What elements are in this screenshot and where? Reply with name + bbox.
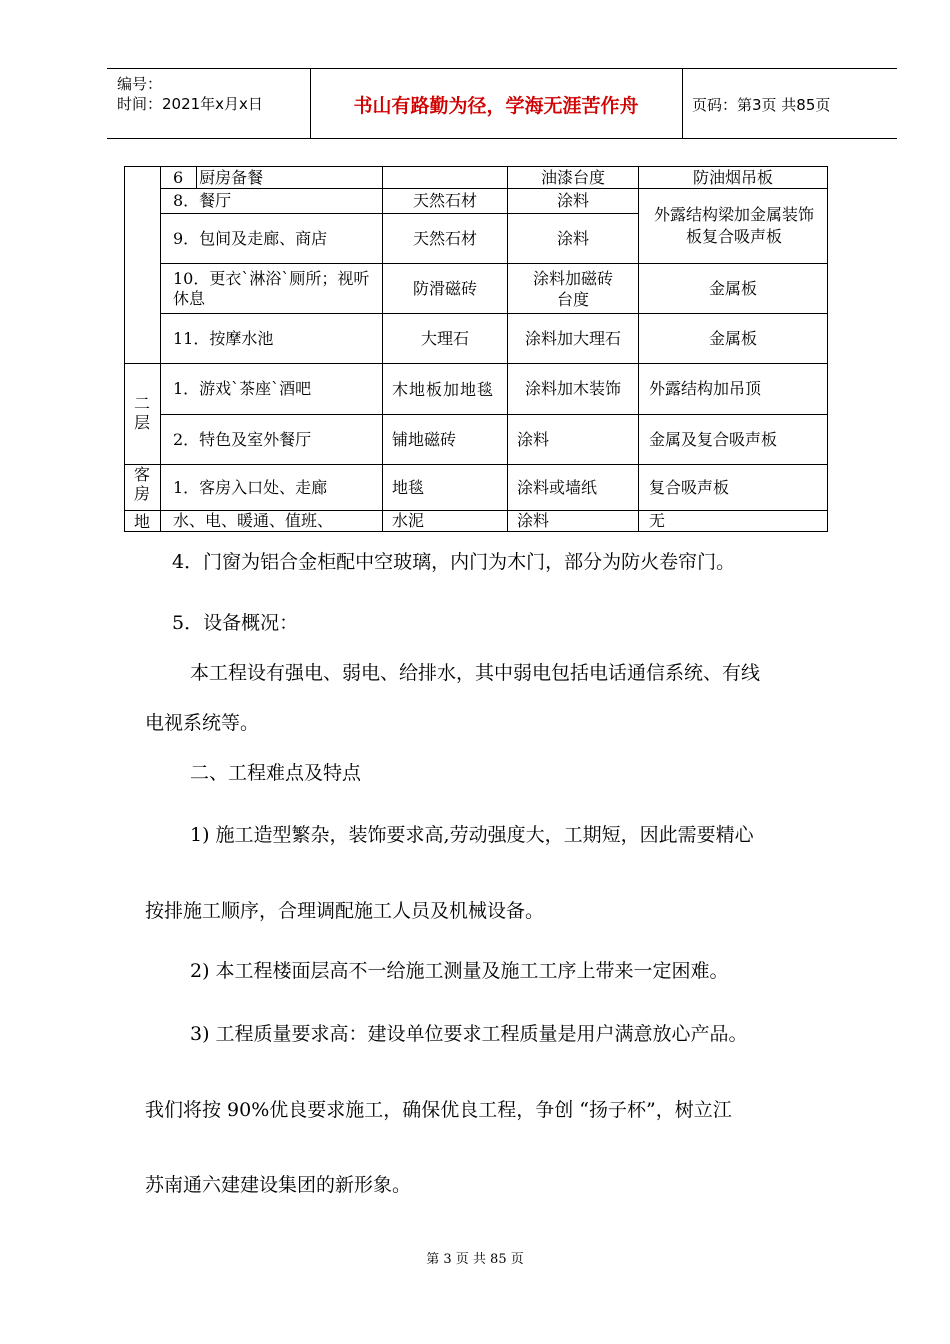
table-cell-item: 11．按摩水池 [173, 328, 274, 348]
table-cell-floor: 大理石 [420, 328, 469, 348]
table-cell-wall: 涂料加木装饰 [524, 379, 621, 398]
table-cell-ceiling: 防油烟吊板 [692, 168, 773, 187]
table-cell-ceiling: 金属板 [708, 278, 757, 298]
table-cell-item: 9．包间及走廊、商店 [173, 228, 328, 248]
table-cell-item: 8．餐厅 [173, 191, 232, 210]
paragraph-point1-line2: 按排施工顺序，合理调配施工人员及机械设备。 [145, 900, 545, 922]
table-cell-item: 6 厨房备餐 [173, 168, 264, 187]
table-cell-floor: 水泥 [392, 511, 425, 530]
paragraph-point3: 3) 工程质量要求高：建设单位要求工程质量是用户满意放心产品。 [190, 1023, 748, 1045]
table-cell-ceiling-merged: 外露结构梁加金属装饰板复合吸声板 [653, 205, 814, 246]
page-info: 页码：第3页 共85页 [692, 96, 831, 114]
table-cell-wall: 涂料 [517, 511, 550, 530]
header-page-cell [682, 69, 897, 138]
section-ground-label: 地 [133, 512, 150, 531]
table-cell-ceiling: 金属板 [708, 328, 757, 348]
table-cell-ceiling: 复合吸声板 [649, 477, 730, 497]
number-label: 编号： [117, 75, 163, 93]
table-cell-ceiling: 无 [649, 511, 666, 530]
table-cell-wall: 涂料 [517, 429, 550, 449]
section-guest-label: 客 房 [133, 465, 150, 503]
paragraph-equipment-line1: 本工程设有强电、弱电、给排水，其中弱电包括电话通信系统、有线 [190, 662, 761, 684]
table-cell-floor: 天然石材 [412, 191, 477, 210]
table-cell-wall: 涂料 [556, 228, 589, 248]
paragraph-doors-windows: 4．门窗为铝合金柜配中空玻璃，内门为木门，部分为防火卷帘门。 [172, 551, 736, 573]
table-cell-floor: 地毯 [392, 477, 425, 497]
section-heading-difficulties: 二、工程难点及特点 [190, 762, 362, 784]
paragraph-point1-line1: 1) 施工造型繁杂，装饰要求高,劳动强度大，工期短，因此需要精心 [190, 824, 754, 846]
paragraph-point2: 2) 本工程楼面层高不一给施工测量及施工工序上带来一定困难。 [190, 960, 729, 982]
table-cell-item: 2．特色及室外餐厅 [173, 429, 312, 449]
materials-table [124, 166, 828, 532]
header-left-cell [107, 69, 311, 138]
table-cell-wall: 油漆台度 [540, 168, 605, 187]
table-cell-wall: 涂料加磁砖台度 [532, 268, 613, 309]
table-cell-wall: 涂料加大理石 [524, 328, 621, 348]
table-cell-floor: 铺地磁砖 [392, 429, 457, 449]
table-cell-wall: 涂料或墙纸 [517, 477, 598, 497]
table-cell-floor: 天然石材 [412, 228, 477, 248]
paragraph-equipment-line2: 电视系统等。 [145, 712, 260, 734]
paragraph-quality-line2: 苏南通六建建设集团的新形象。 [145, 1174, 412, 1196]
table-cell-item: 1．客房入口处、走廊 [173, 477, 328, 497]
table-cell-floor [383, 167, 507, 189]
table-cell-floor: 木地板加地毯 [392, 379, 495, 399]
section-floor2-label: 二 层 [133, 394, 150, 432]
motto: 书山有路勤为径，学海无涯苦作舟 [353, 95, 639, 117]
date-label: 时间：2021年x月x日 [117, 95, 263, 113]
paragraph-quality-line1: 我们将按 90%优良要求施工，确保优良工程，争创 “扬子杯”，树立江 [145, 1099, 732, 1121]
page-footer: 第 3 页 共 85 页 [426, 1252, 524, 1267]
table-cell-ceiling: 金属及复合吸声板 [649, 429, 778, 449]
table-cell-ceiling: 外露结构加吊顶 [649, 379, 762, 398]
table-cell-floor: 防滑磁砖 [412, 278, 477, 298]
table-cell-item: 10．更衣`淋浴`厕所；视听休息 [173, 268, 370, 308]
table-cell-item: 水、电、暖通、值班、 [173, 511, 334, 530]
header-motto-cell [310, 69, 683, 138]
paragraph-equipment-heading: 5．设备概况： [172, 612, 299, 634]
page-header [107, 68, 897, 139]
table-cell-wall: 涂料 [556, 191, 589, 210]
table-cell-item: 1．游戏`茶座`酒吧 [173, 379, 312, 398]
